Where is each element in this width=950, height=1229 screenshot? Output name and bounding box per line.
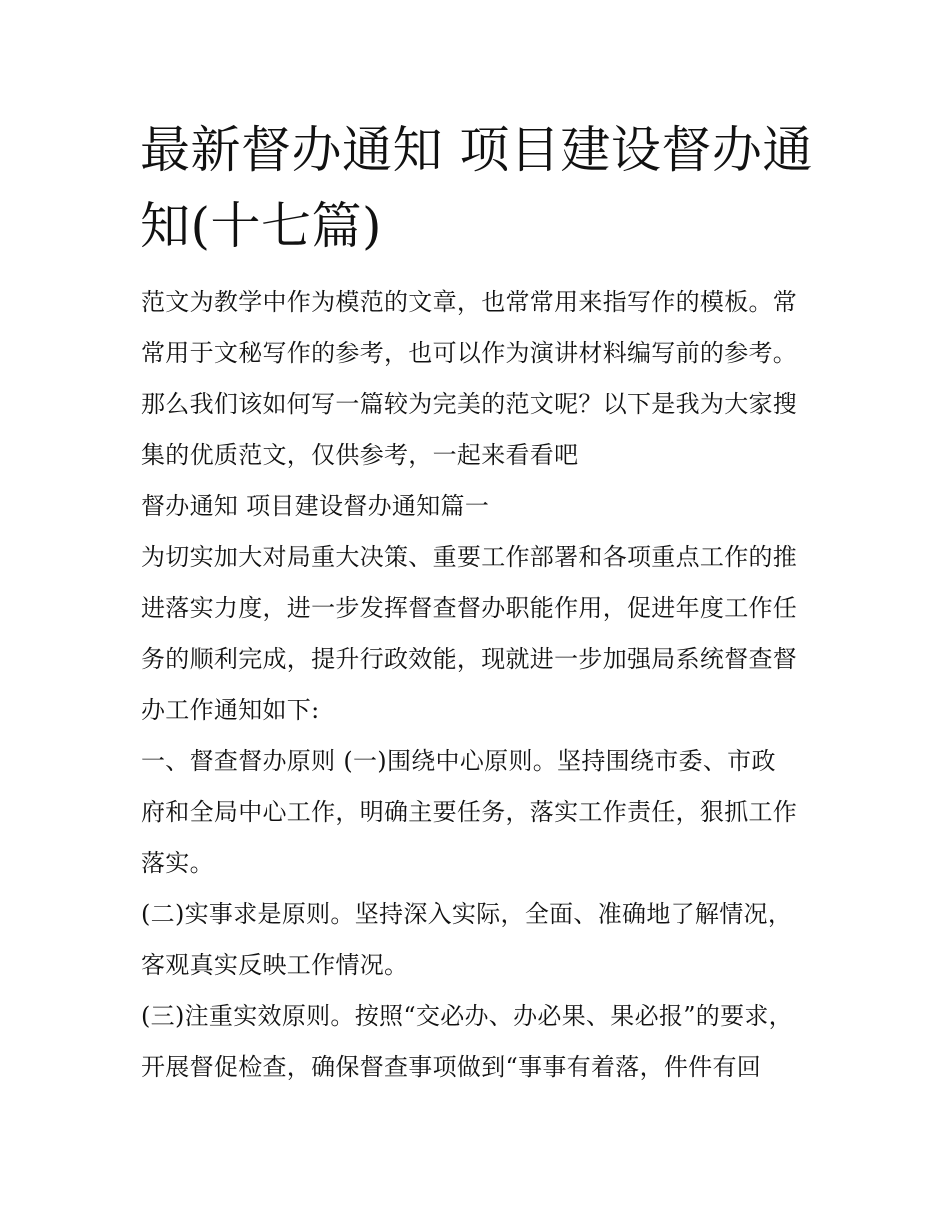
text-line: 进落实力度，进一步发挥督查督办职能作用，促进年度工作任: [141, 594, 798, 622]
text-line: 办工作通知如下:: [141, 696, 320, 724]
paragraph-principle-3: [141, 991, 821, 1093]
text-line: 务的顺利完成，提升行政效能，现就进一步加强局系统督查督: [141, 645, 798, 673]
document-body: [141, 277, 821, 1093]
text-line: 为切实加大对局重大决策、重要工作部署和各项重点工作的推: [141, 543, 798, 571]
text-line: 一、督查督办原则 (一)围绕中心原则。坚持围绕市委、市政: [141, 747, 776, 775]
text-line: 开展督促检查，确保督查事项做到“事事有着落，件件有回: [141, 1053, 762, 1081]
paragraph-principle-1: [141, 736, 821, 889]
title-line: 最新督办通知 项目建设督办通: [140, 121, 813, 179]
text-line: (二)实事求是原则。坚持深入实际，全面、准确地了解情况，: [141, 900, 793, 928]
text-line: 范文为教学中作为模范的文章，也常常用来指写作的模板。常: [141, 288, 798, 316]
text-line: 督办通知 项目建设督办通知篇一: [141, 492, 490, 520]
text-line: 落实。: [141, 849, 214, 877]
title-line: 知(十七篇): [140, 197, 383, 255]
paragraph-principle-2: [141, 889, 821, 991]
text-line: 常用于文秘写作的参考，也可以作为演讲材料编写前的参考。: [141, 339, 798, 367]
section-heading: [141, 481, 821, 532]
text-line: 集的优质范文，仅供参考，一起来看看吧: [141, 441, 579, 469]
paragraph-intro: [141, 277, 821, 481]
paragraph-notice: [141, 532, 821, 736]
text-line: 那么我们该如何写一篇较为完美的范文呢？以下是我为大家搜: [141, 390, 798, 418]
text-line: 府和全局中心工作，明确主要任务，落实工作责任，狠抓工作: [141, 798, 798, 826]
document-title: [140, 112, 820, 264]
text-line: 客观真实反映工作情况。: [141, 951, 409, 979]
text-line: (三)注重实效原则。按照“交必办、办必果、果必报”的要求，: [141, 1002, 793, 1030]
